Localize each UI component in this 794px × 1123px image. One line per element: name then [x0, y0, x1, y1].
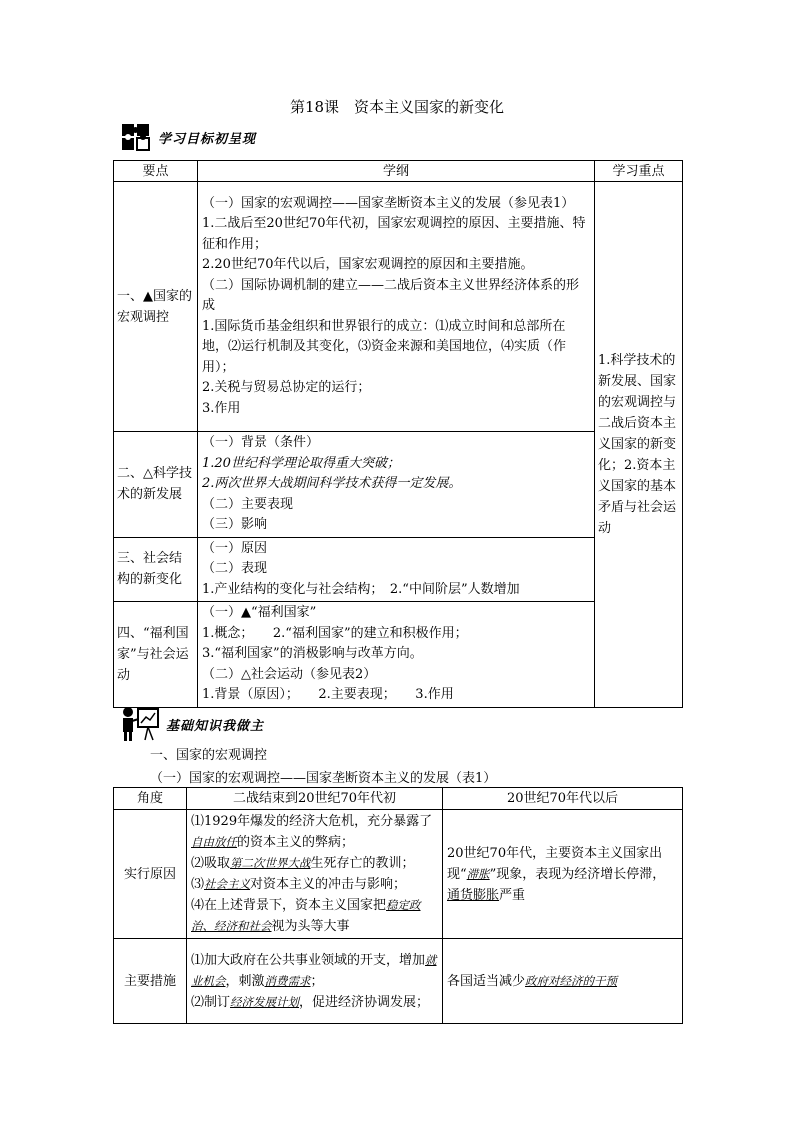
table-header-row	[114, 161, 683, 182]
list-item: （二）国际协调机制的建立——二战后资本主义世界经济体系的形成	[202, 277, 580, 314]
list-item: 1.二战后至20世纪70年代初，国家宏观调控的原因、主要措施、特征和作用；	[202, 216, 586, 252]
table-row	[114, 939, 683, 1024]
list-item: 2.两次世界大战期间科学技术获得一定发展。	[202, 476, 462, 491]
learning-focus: 1.科学技术的新发展、国家的宏观调控与二战后资本主义国家的新变化；2.资本主义国家的基本矛盾与社会运动	[595, 182, 683, 708]
table-cell	[187, 810, 443, 939]
list-item: （二）表现	[202, 561, 268, 576]
column-header: 要点	[114, 161, 198, 182]
row-content	[198, 432, 595, 538]
list-item: （一）国家的宏观调控——国家垄断资本主义的发展（参见表1）	[202, 195, 575, 211]
list-item: （一）背景（条件）	[202, 435, 320, 450]
cell-line: ⑴1929年爆发的经济大危机，充分暴露了自由放任的资本主义的弊病；	[191, 814, 433, 850]
list-item: 1.产业结构的变化与社会结构； 2.“中间阶层”人数增加	[202, 581, 520, 597]
row-label: 实行原因	[114, 810, 187, 939]
column-header: 20世纪70年代以后	[443, 788, 683, 810]
teacher-icon	[120, 706, 160, 742]
section-header-goals	[120, 122, 256, 152]
section-header-basics	[120, 706, 264, 742]
list-item: 1.背景（原因）； 2.主要表现； 3.作用	[202, 687, 454, 702]
cell-line: ⑵吸取第二次世界大战生死存亡的教训；	[191, 856, 415, 871]
section-label: 基础知识我做主	[166, 718, 265, 734]
table-cell	[187, 939, 443, 1024]
cell-line: ⑵制订经济发展计划，促进经济协调发展；	[191, 994, 430, 1010]
list-item: （二）△社会运动（参见表2）	[202, 666, 377, 682]
row-key: 三、社会结构的新变化	[114, 537, 198, 602]
macro-control-table	[113, 787, 683, 1024]
list-item: 3.作用	[202, 400, 241, 416]
row-label: 主要措施	[114, 939, 187, 1024]
section-label: 学习目标初呈现	[158, 131, 257, 147]
list-item: 3.“福利国家”的消极影响与改革方向。	[202, 646, 423, 661]
cell-line: ⑶社会主义对资本主义的冲击与影响；	[191, 877, 407, 892]
column-header: 学习重点	[595, 161, 683, 182]
cell-line: 20世纪70年代，主要资本主义国家出现“滞胀”现象，表现为经济增长停滞，通货膨胀严重	[447, 845, 666, 903]
page-title: 第18课 资本主义国家的新变化	[289, 98, 505, 116]
column-header: 角度	[114, 788, 187, 810]
table-cell	[443, 810, 683, 939]
list-item: 2.20世纪70年代以后，国家宏观调控的原因和主要措施。	[202, 257, 534, 273]
table-header-row	[114, 788, 683, 810]
subsection-heading: 一、国家的宏观调控	[150, 748, 268, 763]
row-content	[198, 537, 595, 602]
table-cell	[443, 939, 683, 1024]
list-item: 2.关税与贸易总协定的运行；	[202, 380, 371, 396]
cell-line: ⑴加大政府在公共事业领域的开支，增加就业机会，刺激消费需求；	[191, 952, 437, 989]
list-item: （一）原因	[202, 540, 268, 556]
row-key: 四、“福利国家”与社会运动	[114, 602, 198, 708]
table-row	[114, 810, 683, 939]
table-row	[114, 182, 683, 432]
learning-goals-table	[113, 160, 683, 708]
row-key: 二、△科学技术的新发展	[114, 432, 198, 538]
table-caption: （一）国家的宏观调控——国家垄断资本主义的发展（表1）	[150, 771, 497, 786]
puzzle-icon	[120, 122, 152, 152]
list-item: 1.国际货币基金组织和世界银行的成立：⑴成立时间和总部所在地，⑵运行机制及其变化，⑶资金来源和美国地位，⑷实质（作用）；	[202, 318, 567, 375]
list-item: 1.概念； 2.“福利国家”的建立和积极作用；	[202, 625, 468, 641]
row-content	[198, 182, 595, 432]
cell-line: ⑷在上述背景下，资本主义国家把稳定政治、经济和社会视为头等大事	[191, 898, 421, 934]
list-item: （二）主要表现	[202, 496, 294, 512]
list-item: （一）▲“福利国家”	[202, 605, 317, 620]
row-content	[198, 602, 595, 708]
list-item: 1.20世纪科学理论取得重大突破；	[202, 455, 400, 471]
column-header: 二战结束到20世纪70年代初	[187, 788, 443, 810]
list-item: （三）影响	[202, 517, 268, 532]
column-header: 学纲	[198, 161, 595, 182]
cell-line: 各国适当减少政府对经济的干预	[447, 973, 618, 989]
row-key: 一、▲国家的宏观调控	[114, 182, 198, 432]
